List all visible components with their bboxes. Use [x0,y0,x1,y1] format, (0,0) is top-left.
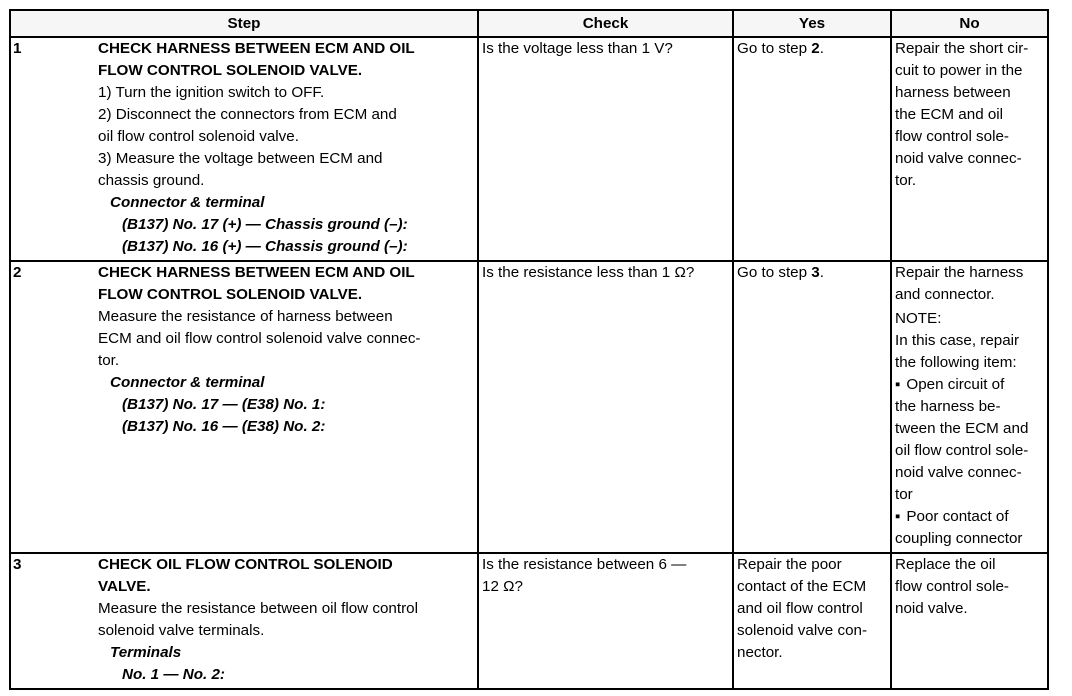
step-title: CHECK HARNESS BETWEEN ECM AND OIL [98,264,415,281]
yes-line: nector. [737,644,783,661]
step-title: FLOW CONTROL SOLENOID VALVE. [98,286,363,303]
instruction-line: 2) Disconnect the connectors from ECM and [98,106,397,123]
yes-line: Repair the poor [737,556,842,573]
bullet-line: tween the ECM and [895,420,1029,437]
yes-action [737,38,888,60]
no-line: the ECM and oil [895,106,1004,123]
yes-cell [733,261,891,553]
yes-text: Go to step [737,264,812,281]
no-line: In this case, repair [895,332,1020,349]
header-step: Step [10,10,478,37]
step-title: CHECK HARNESS BETWEEN ECM AND OIL [98,40,415,57]
table-header-row [10,10,1048,37]
check-question: Is the resistance between 6 — [482,556,687,573]
step-number: 2 [13,264,22,281]
table-row [10,37,1048,261]
connector-terminal-line: (B137) No. 17 — (E38) No. 1: [122,396,326,413]
bullet-item [895,374,1045,506]
check-question: 12 Ω? [482,578,523,595]
connector-heading: Connector & terminal [110,374,265,391]
no-cell [891,261,1048,553]
bullet-line: coupling connector [895,530,1023,547]
yes-cell [733,553,891,689]
bullet-line: ▪ Open circuit of [895,374,1045,396]
yes-text-end: . [819,40,824,57]
connector-heading: Terminals [110,644,182,661]
table-row [10,553,1048,689]
bullet-line: noid valve connec- [895,464,1022,481]
step-title: FLOW CONTROL SOLENOID VALVE. [98,62,363,79]
no-line: noid valve connec- [895,150,1022,167]
step-cell [10,37,478,261]
diagnostic-table [9,9,1049,690]
check-cell [478,261,733,553]
step-title: CHECK OIL FLOW CONTROL SOLENOID [98,556,393,573]
bullet-line: oil flow control sole- [895,442,1029,459]
no-line: Repair the harness [895,264,1024,281]
step-title: VALVE. [98,578,151,595]
bullet-line: ▪ Poor contact of [895,506,1045,528]
no-line: the following item: [895,354,1017,371]
no-line: flow control sole- [895,128,1009,145]
no-line: Replace the oil [895,556,996,573]
instruction-line: chassis ground. [98,172,205,189]
yes-text: Go to step [737,40,812,57]
header-check: Check [478,10,733,37]
step-cell [10,553,478,689]
no-line: harness between [895,84,1011,101]
yes-action [737,262,888,284]
header-yes: Yes [733,10,891,37]
no-line: noid valve. [895,600,968,617]
instruction-line: ECM and oil flow control solenoid valve connec- [98,330,421,347]
connector-heading: Connector & terminal [110,194,265,211]
yes-line: solenoid valve con- [737,622,868,639]
instruction-line: 3) Measure the voltage between ECM and [98,150,383,167]
yes-line: and oil flow control [737,600,863,617]
connector-terminal-line: No. 1 — No. 2: [122,666,225,683]
instruction-line: tor. [98,352,120,369]
instruction-line: oil flow control solenoid valve. [98,128,299,145]
instruction-line: 1) Turn the ignition switch to OFF. [98,84,325,101]
yes-cell [733,37,891,261]
check-cell [478,553,733,689]
instruction-line: solenoid valve terminals. [98,622,265,639]
no-line: tor. [895,172,917,189]
connector-terminal-line: (B137) No. 16 — (E38) No. 2: [122,418,326,435]
connector-terminal-line: (B137) No. 16 (+) — Chassis ground (–): [122,238,408,255]
no-cell [891,553,1048,689]
table-row [10,261,1048,553]
yes-step-link: 2 [811,40,820,57]
check-question: Is the resistance less than 1 Ω? [482,264,695,281]
bullet-item [895,506,1045,550]
no-line: Repair the short cir- [895,40,1029,57]
no-line: flow control sole- [895,578,1009,595]
yes-line: contact of the ECM [737,578,867,595]
instruction-line: Measure the resistance of harness between [98,308,393,325]
check-question: Is the voltage less than 1 V? [482,40,673,57]
diagnostic-procedure-page [9,9,1047,690]
no-cell [891,37,1048,261]
bullet-line: tor [895,486,913,503]
header-no: No [891,10,1048,37]
note-label: NOTE: [895,310,942,327]
check-cell [478,37,733,261]
no-line: cuit to power in the [895,62,1023,79]
instruction-line: Measure the resistance between oil flow control [98,600,418,617]
bullet-line: the harness be- [895,398,1001,415]
step-cell [10,261,478,553]
connector-terminal-line: (B137) No. 17 (+) — Chassis ground (–): [122,216,408,233]
yes-step-link: 3 [811,264,820,281]
no-line: and connector. [895,286,995,303]
yes-text-end: . [819,264,824,281]
step-number: 3 [13,556,22,573]
step-number: 1 [13,40,22,57]
